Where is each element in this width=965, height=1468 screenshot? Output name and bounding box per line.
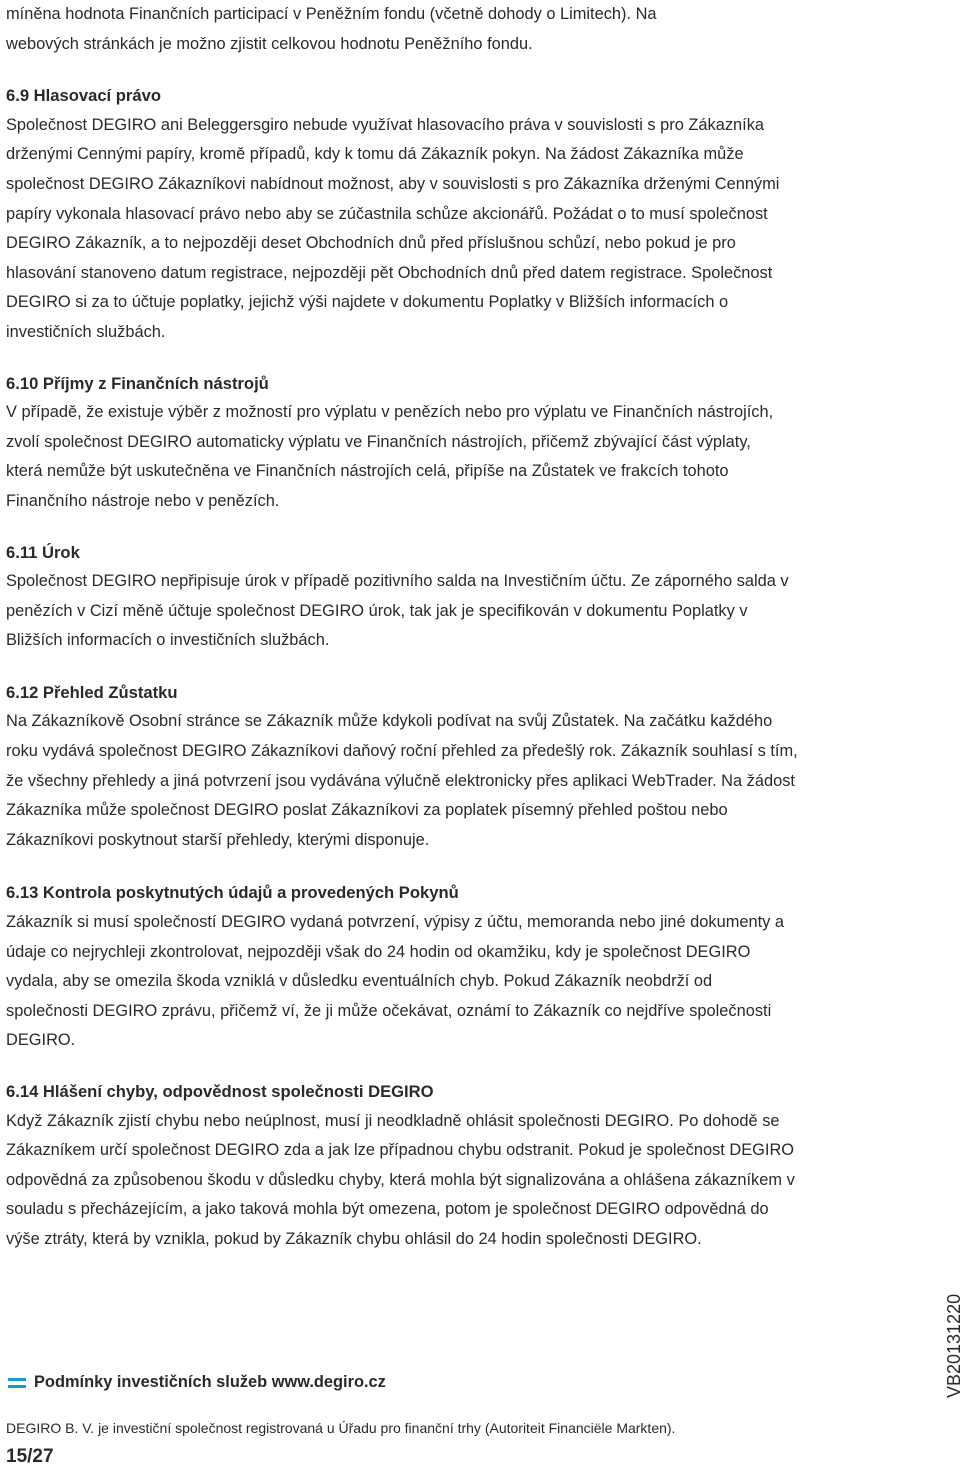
section-heading: 6.10 Příjmy z Finančních nástrojů [6,373,269,393]
legal-notice: DEGIRO B. V. je investiční společnost registrovaná u Úřadu pro finanční trhy (Autoriteit Financiële Markten). [6,1420,676,1436]
footer-title [8,1373,386,1392]
section-body: V případě, že existuje výběr z možností pro výplatu v penězích nebo pro výplatu ve Finančních nástrojích, zvolí společnost DEGIRO automaticky výplatu ve Finančních nástrojích, přičemž zbývající část výplaty, která nemůže být uskutečněna ve Finančních nástrojích celá, připíše na Zůstatek ve frakcích tohoto Finančního nástroje nebo v penězích. [6,403,774,510]
intro-paragraph: míněna hodnota Finančních participací v Peněžním fondu (včetně dohody o Limitech). Na webových stránkách je možno zjistit celkovou hodnotu Peněžního fondu. [6,5,657,53]
section-body: Když Zákazník zjistí chybu nebo neúplnost, musí ji neodkladně ohlásit společnosti DEGIRO. Po dohodě se Zákazníkem určí společnost DEGIRO zda a jak lze případnou chybu odstranit. Pokud je společnost DEGIRO odpovědná za způsobenou škodu v důsledku chyby, která mohla být signalizována a ohlášena zákazníkem v souladu s přecházejícím, a jako taková mohla být omezena, potom je společnost DEGIRO odpovědná do výše ztráty, která by vznikla, pokud by Zákazník chybu ohlásil do 24 hodin společnosti DEGIRO. [6,1111,795,1248]
section-6-14 [6,1077,806,1255]
section-6-11 [6,538,806,656]
section-body: Zákazník si musí společností DEGIRO vydaná potvrzení, výpisy z účtu, memoranda nebo jiné dokumenty a údaje co nejrychleji zkontrolovat, nejpozději však do 24 hodin od okamžiku, kdy je společnost DEGIRO vydala, aby se omezila škoda vzniklá v důsledku eventuálních chyb. Pokud Zákazník neobdrží od společnosti DEGIRO zprávu, přičemž ví, že ji může očekávat, oznámí to Zákazník co nejdříve společnosti DEGIRO. [6,913,785,1050]
section-heading: 6.12 Přehled Zůstatku [6,682,178,702]
page-number: 15/27 [6,1446,54,1467]
document-body [6,0,806,1255]
degiro-logo-icon [8,1377,26,1389]
section-body: Společnost DEGIRO ani Beleggersgiro nebude využívat hlasovacího práva v souvislosti s pro Zákazníka drženými Cennými papíry, kromě případů, kdy k tomu dá Zákazník pokyn. Na žádost Zákazníka může společnost DEGIRO Zákazníkovi nabídnout možnost, aby v souvislosti s pro Zákazníka drženými Cennými papíry vykonala hlasovací právo nebo aby se zúčastnila schůze akcionářů. Požádat o to musí společnost DEGIRO Zákazník, a to nejpozději deset Obchodních dnů před příslušnou schůzí, nebo pokud je pro hlasování stanoveno datum registrace, nejpozději pět Obchodních dnů před datem registrace. Společnost DEGIRO si za to účtuje poplatky, jejichž výši najdete v dokumentu Poplatky v Bližších informacích o investičních službách. [6,115,780,341]
section-body: Na Zákazníkově Osobní stránce se Zákazník může kdykoli podívat na svůj Zůstatek. Na začátku každého roku vydává společnost DEGIRO Zákazníkovi daňový roční přehled za předešlý rok. Zákazník souhlasí s tím, že všechny přehledy a jiná potvrzení jsou vydávána výlučně elektronicky přes aplikaci WebTrader. Na žádost Zákazníka může společnost DEGIRO poslat Zákazníkovi za poplatek písemný přehled poštou nebo Zákazníkovi poskytnout starší přehledy, kterými disponuje. [6,712,798,849]
section-heading: 6.13 Kontrola poskytnutých údajů a provedených Pokynů [6,883,459,903]
section-heading: 6.11 Úrok [6,542,80,562]
section-heading: 6.9 Hlasovací právo [6,86,161,106]
section-heading: 6.14 Hlášení chyby, odpovědnost společnosti DEGIRO [6,1082,434,1101]
document-code: VB20131220 [944,1293,964,1398]
section-body: Společnost DEGIRO nepřipisuje úrok v případě pozitivního salda na Investičním účtu. Ze záporného salda v penězích v Cizí měně účtuje společnost DEGIRO úrok, tak jak je specifikován v dokumentu Poplatky v Bližších informacích o investičních službách. [6,572,789,650]
footer-title-text: Podmínky investičních služeb www.degiro.cz [34,1373,386,1391]
section-6-9 [6,81,806,347]
section-6-13 [6,878,806,1056]
section-6-10 [6,369,806,517]
section-6-12 [6,678,806,856]
